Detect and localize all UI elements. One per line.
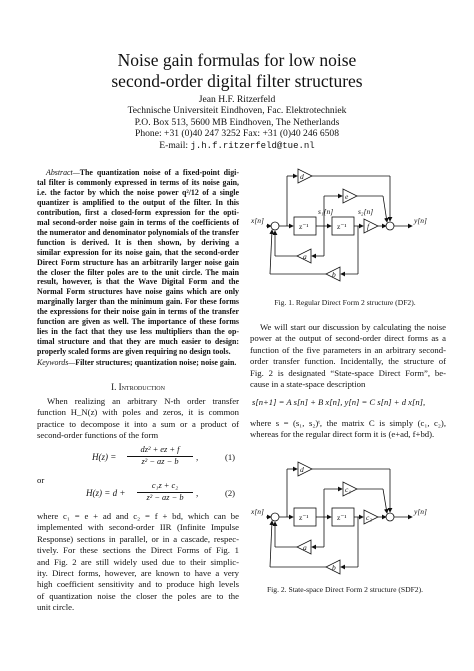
- author-address: P.O. Box 513, 5600 MB Eindhoven, The Netherlands: [134, 116, 340, 128]
- email-label: E-mail:: [159, 139, 189, 151]
- abstract-lines-line: Normal Form structures have noise gains which are only: [37, 287, 239, 297]
- equation-3: s[n+1] = A s[n] + B x[n], y[n] = C s[n] + d x[n],: [252, 397, 426, 407]
- fig1-zinv-1: z⁻¹: [299, 222, 309, 231]
- figure-1-diagram: [250, 160, 450, 285]
- keywords-label: Keywords—: [37, 358, 76, 367]
- fig2-label-c2: c₂: [366, 513, 372, 522]
- title-line-2: second-order digital filter structures: [111, 71, 363, 91]
- abstract-lines-line: result, however, is that the Wave Digital Form and the: [37, 277, 239, 287]
- fig1-label-s2: s₂[n]: [358, 207, 374, 216]
- fig1-label-b: b: [332, 270, 336, 279]
- section1-para2-line: of quantization noise the closer the poles are to the: [37, 590, 239, 601]
- fig2-zinv-2: z⁻¹: [337, 513, 347, 522]
- keywords-text: Filter structures; quantization noise; noise gain.: [75, 358, 237, 367]
- section-heading: I. Introduction: [111, 382, 165, 392]
- or-word: or: [37, 475, 45, 485]
- author-block: [0, 94, 474, 152]
- right_text-para2-line: where s = (s₁, s₂)ᵗ, the matrix C is simply (c₁, c₂),: [250, 418, 446, 428]
- right_text-para2-line: whereas for the regular direct form it is (e+ad, f+bd).: [250, 429, 435, 440]
- abstract-lines-line: quantizer is amplified to the output of the filter. In this: [37, 197, 239, 207]
- equation-2-number: (2): [225, 488, 236, 498]
- fig1-label-a: a: [303, 252, 307, 261]
- fig2-label-b: b: [332, 563, 336, 572]
- right_text-para1-line: function of the five parameters in an arbitrary second-: [250, 344, 446, 355]
- right_text-para1-line: order transfer function. Incidentally, the structure of: [250, 356, 446, 367]
- section1-para1-line: second-order functions of the form: [37, 430, 159, 441]
- right_text-para1-line: power at the output of second-order direct forms as a: [250, 333, 446, 344]
- fig2-label-c1: c₁: [345, 485, 351, 494]
- author-phone: Phone: +31 (0)40 247 3252 Fax: +31 (0)40 246 6508: [134, 128, 340, 140]
- abstract-lines-line: lies in the fact that they use less multipliers than the op-: [37, 327, 239, 337]
- intro-para-1: [37, 396, 239, 442]
- abstract-lines-line: the numerator and denominator polynomials of the transfer: [37, 227, 239, 237]
- abstract-label: Abstract—: [46, 168, 80, 177]
- fig2-zinv-1: z⁻¹: [299, 513, 309, 522]
- author-email-line: [0, 140, 474, 152]
- section1-para2-line: ity. Direct forms, however, are known to have a very: [37, 568, 239, 579]
- figure-2-diagram: [250, 455, 450, 580]
- intro-para-2: [37, 511, 239, 614]
- equation-1-number: (1): [225, 452, 236, 462]
- abstract-lines-line: similar expression for its noise gain, that the second-order: [37, 247, 239, 257]
- fig2-label-x: x[n]: [251, 507, 264, 516]
- author-email[interactable]: j.h.f.ritzerfeld@tue.nl: [190, 140, 315, 151]
- author-affiliation: Technische Universiteit Eindhoven, Fac. Elektrotechniek: [127, 105, 347, 117]
- paper-title: [0, 50, 474, 92]
- fig1-label-e: e: [345, 192, 349, 201]
- right_text-para1-line: We will start our discussion by calculating the noise: [260, 322, 446, 332]
- keywords: [37, 358, 239, 368]
- abstract-lines-line: properly scaled forms are given requiring no design tools.: [37, 347, 231, 357]
- figure-2-caption: Fig. 2. State-space Direct Form 2 structure (SDF2).: [266, 585, 424, 594]
- abstract-lines-line: i.e. the factor by which the noise power q²/12 of a single: [37, 187, 239, 197]
- right-para-1: [250, 322, 446, 390]
- fig2-label-y: y[n]: [414, 507, 427, 516]
- section1-para2-line: tively. For these sections the Direct Forms of Fig. 1: [37, 545, 239, 556]
- equation-1: H(z) = dz² + ez + f z² − az − b , (1): [92, 445, 236, 466]
- section1-para2-line: where c₁ = e + ad and c₂ = f + bd, which can be: [37, 511, 239, 521]
- abstract-lines-line: tal filter is commonly expressed in terms of its noise gain,: [37, 177, 239, 187]
- abstract-lines-line: the expressions for their noise gain in terms of the transfer: [37, 307, 239, 317]
- right_text-para1-line: cause in a state-space description: [250, 379, 366, 390]
- equation-2: H(z) = d + c₁z + c₂ z² − az − b , (2): [86, 481, 236, 502]
- abstract-lines-line: function is derived. It is then shown, by deriving a: [37, 237, 239, 247]
- abstract-lines-line: Direct Form structure has an arbitrarily larger noise gain: [37, 257, 239, 267]
- abstract-lines-line: Abstract—The quantization noise of a fixed-point digi-: [46, 168, 239, 177]
- fig1-label-s1: s₁[n]: [318, 207, 334, 216]
- fig1-label-x: x[n]: [251, 216, 264, 225]
- section1-para2-line: high coefficient sensitivity and to produce high levels: [37, 579, 239, 590]
- right-para-2: [250, 418, 446, 441]
- abstract-lines-line: timal structure and that they are much easier to design:: [37, 337, 239, 347]
- author-name: Jean H.F. Ritzerfeld: [198, 94, 276, 105]
- abstract-lines-line: marginally larger than the minimum gain. For these forms: [37, 297, 239, 307]
- abstract-lines-line: mal second-order noise gain in terms of the coefficients of: [37, 217, 239, 227]
- fig1-label-y: y[n]: [414, 216, 427, 225]
- abstract-lines-line: the closer the filter poles are to the unit circle. The main: [37, 267, 239, 277]
- section1-para2-line: Response) sections in parallel, or in a cascade, respec-: [37, 533, 239, 544]
- section1-para1-line: practice to decompose it into a sum or a product of: [37, 418, 239, 429]
- section1-para1-line: function H_N(z) with poles and zeros, it is common: [37, 407, 239, 418]
- title-line-1: Noise gain formulas for low noise: [117, 50, 357, 70]
- fig1-label-f: f: [367, 222, 370, 231]
- fig1-label-d: d: [300, 172, 304, 181]
- section1-para2-line: implemented with second-order IIR (Infinite Impulse: [37, 522, 239, 533]
- fig2-label-a: a: [303, 543, 307, 552]
- figure-1-caption: Fig. 1. Regular Direct Form 2 structure (DF2).: [274, 298, 416, 307]
- fig2-label-d: d: [300, 465, 304, 474]
- section1-para1-line: When realizing an arbitrary N-th order transfer: [47, 396, 239, 406]
- abstract-lines-line: contribution, first a closed-form expression for the opti-: [37, 207, 239, 217]
- right_text-para1-line: Fig. 2 is designated “State-space Direct Form”, be-: [250, 367, 446, 378]
- abstract-lines-line: function are given as well. The importance of these forms: [37, 317, 239, 327]
- section1-para2-line: and Fig. 2 are still widely used due to their simplic-: [37, 556, 239, 567]
- section1-para2-line: unit circle.: [37, 602, 75, 613]
- fig1-zinv-2: z⁻¹: [337, 222, 347, 231]
- abstract: [37, 168, 239, 357]
